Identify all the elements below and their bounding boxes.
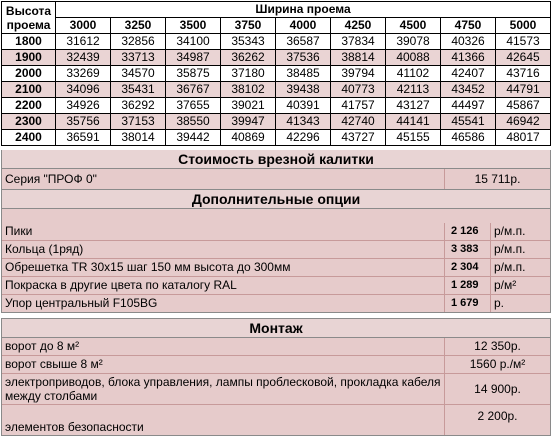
price-cell: 31612 [56,34,111,50]
install-row [2,405,550,435]
install-item-price: 2 200р. [477,409,518,423]
option-price: 2 126 [445,223,491,240]
width-column-header: 4000 [276,18,331,34]
price-cell: 40088 [386,50,441,66]
price-cell: 32439 [56,50,111,66]
price-cell: 38550 [166,114,221,130]
width-column-header: 3250 [111,18,166,34]
price-cell: 41102 [386,66,441,82]
table-row [2,34,551,50]
option-name: Обрешетка TR 30х15 шаг 150 мм высота до 300мм [2,259,445,276]
lower-sections [1,150,551,436]
price-cell: 41757 [331,98,386,114]
row-height-label: 1800 [2,34,56,50]
gate-section-title: Стоимость врезной калитки [2,150,550,169]
price-cell: 43127 [386,98,441,114]
price-cell: 37655 [166,98,221,114]
gate-row [2,169,550,189]
table-row [2,66,551,82]
row-height-label: 2400 [2,130,56,146]
price-cell: 33713 [111,50,166,66]
price-cell: 42296 [276,130,331,146]
price-cell: 40391 [276,98,331,114]
price-cell: 41366 [441,50,496,66]
width-column-header: 4250 [331,18,386,34]
price-cell: 37536 [276,50,331,66]
options-section-title: Дополнительные опции [2,190,550,209]
price-cell: 34570 [111,66,166,82]
gate-section [1,150,551,190]
price-cell: 37834 [331,34,386,50]
option-row [2,259,550,277]
price-cell: 45867 [496,98,551,114]
price-cell: 34926 [56,98,111,114]
width-columns-row [2,18,551,34]
option-unit: р/м.п. [494,224,526,238]
option-unit: р/м.п. [494,260,526,274]
price-cell: 42740 [331,114,386,130]
table-row [2,82,551,98]
price-cell: 37180 [221,66,276,82]
install-section [1,318,551,436]
price-cell: 36587 [276,34,331,50]
table-row [2,50,551,66]
price-cell: 38014 [111,130,166,146]
width-column-header: 3000 [56,18,111,34]
width-column-header: 4500 [386,18,441,34]
gate-item-name: Серия "ПРОФ 0" [2,169,445,189]
table-row [2,130,551,146]
option-price: 1 679 [445,295,491,312]
price-cell: 38102 [221,82,276,98]
price-cell: 40869 [221,130,276,146]
option-row [2,295,550,312]
install-row [2,356,550,374]
price-cell: 42113 [386,82,441,98]
price-cell: 39947 [221,114,276,130]
price-cell: 34096 [56,82,111,98]
option-unit: р/м.п. [494,242,526,256]
option-row [2,241,550,259]
install-section-title: Монтаж [2,319,550,338]
price-cell: 36767 [166,82,221,98]
price-cell: 43727 [331,130,386,146]
price-cell: 44791 [496,82,551,98]
price-cell: 38485 [276,66,331,82]
option-price: 3 383 [445,241,491,258]
option-unit: р. [494,296,505,310]
price-cell: 39438 [276,82,331,98]
price-cell: 41573 [496,34,551,50]
price-cell: 36591 [56,130,111,146]
width-column-header: 3750 [221,18,276,34]
price-cell: 42645 [496,50,551,66]
price-cell: 46586 [441,130,496,146]
table-row [2,98,551,114]
option-name: Покраска в другие цвета по каталогу RAL [2,277,445,294]
install-item-name: ворот до 8 м² [2,338,445,355]
price-cell: 43716 [496,66,551,82]
option-price: 2 304 [445,259,491,276]
price-cell: 45155 [386,130,441,146]
table-row [2,114,551,130]
price-cell: 35875 [166,66,221,82]
row-height-label: 2200 [2,98,56,114]
price-cell: 45541 [441,114,496,130]
width-column-header: 3500 [166,18,221,34]
option-price: 1 289 [445,277,491,294]
price-cell: 44497 [441,98,496,114]
option-unit: р/м² [494,278,517,292]
price-cell: 35431 [111,82,166,98]
price-cell: 38814 [331,50,386,66]
price-cell: 34987 [166,50,221,66]
price-cell: 35343 [221,34,276,50]
price-cell: 40326 [441,34,496,50]
price-cell: 39021 [221,98,276,114]
price-cell: 44141 [386,114,441,130]
price-cell: 39078 [386,34,441,50]
price-cell: 39794 [331,66,386,82]
price-cell: 42407 [441,66,496,82]
price-cell: 41343 [276,114,331,130]
price-cell: 39442 [166,130,221,146]
price-cell: 46942 [496,114,551,130]
install-item-price: 1560 р./м² [469,357,526,371]
install-item-name: электроприводов, блока управления, лампы проблесковой, прокладка кабеля между столбами [2,374,445,404]
option-row [2,277,550,295]
price-cell: 36292 [111,98,166,114]
price-cell: 32856 [111,34,166,50]
install-item-price: 14 900р. [474,382,521,396]
height-header: Высота проема [2,2,56,34]
price-cell: 40773 [331,82,386,98]
install-row [2,374,550,405]
width-column-header: 4750 [441,18,496,34]
price-cell: 36262 [221,50,276,66]
price-grid [1,1,551,146]
option-name: Упор центральный F105BG [2,295,445,312]
price-cell: 37153 [111,114,166,130]
width-column-header: 5000 [496,18,551,34]
install-row [2,338,550,356]
row-height-label: 2000 [2,66,56,82]
width-header: Ширина проема [56,2,551,18]
options-section [1,190,551,313]
price-cell: 43452 [441,82,496,98]
gate-item-price: 15 711р. [474,172,521,186]
row-height-label: 2300 [2,114,56,130]
price-cell: 33269 [56,66,111,82]
install-item-price: 12 350р. [474,339,521,353]
option-row [2,223,550,241]
row-height-label: 2100 [2,82,56,98]
price-cell: 48017 [496,130,551,146]
install-item-name: ворот свыше 8 м² [2,356,445,373]
option-name: Кольца (1ряд) [2,241,445,258]
price-cell: 35756 [56,114,111,130]
row-height-label: 1900 [2,50,56,66]
price-cell: 34100 [166,34,221,50]
install-item-name: элементов безопасности [2,405,445,435]
option-name: Пики [2,223,445,240]
